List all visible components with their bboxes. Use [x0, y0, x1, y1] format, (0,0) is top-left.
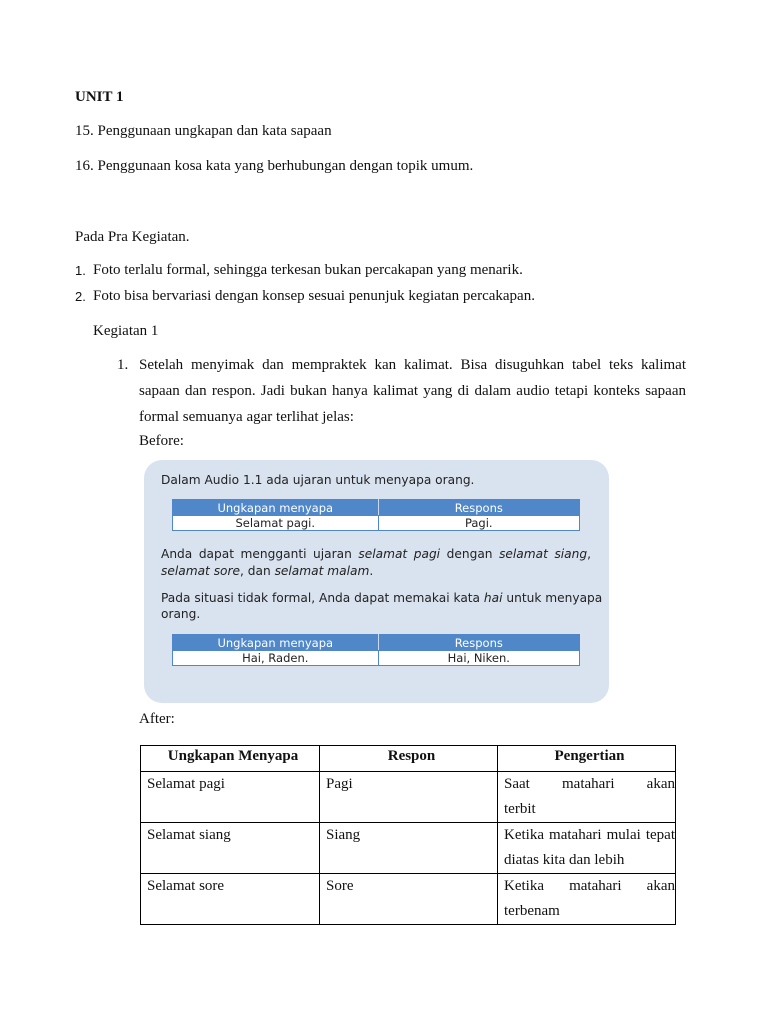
table-cell: Selamat pagi.	[173, 516, 379, 531]
table-cell	[498, 874, 676, 925]
list-number: 1.	[75, 263, 86, 278]
unit-title: UNIT 1	[75, 89, 124, 105]
table-cell: Selamat siang	[141, 823, 320, 874]
table-header: Ungkapan Menyapa	[141, 746, 320, 772]
list-item-text: Foto terlalu formal, sehingga terkesan bukan percakapan yang menarik.	[93, 262, 523, 278]
before-para2-line1: Anda dapat mengganti ujaran selamat pagi dengan selamat siang,	[161, 547, 591, 561]
table-cell	[498, 823, 676, 874]
before-table-1	[172, 499, 580, 531]
list-item	[75, 288, 535, 306]
table-cell: Hai, Raden.	[173, 651, 379, 666]
table-row	[141, 823, 676, 874]
pra-kegiatan-heading: Pada Pra Kegiatan.	[75, 229, 190, 245]
kegiatan-item-text: Setelah menyimak dan mempraktek kan kalimat. Bisa disuguhkan tabel teks kalimat sapaan dan respon. Jadi bukan hanya kalimat yang di dalam audio tetapi konteks sapaan formal semuanya agar terlihat jelas:	[139, 357, 686, 425]
after-label: After:	[139, 711, 175, 727]
definition-line: Ketika matahari mulai tepat	[504, 827, 675, 843]
before-para3-line2: orang.	[161, 607, 201, 621]
before-para3-line1: Pada situasi tidak formal, Anda dapat memakai kata hai untuk menyapa	[161, 591, 603, 605]
table-header: Ungkapan menyapa	[173, 635, 379, 651]
list-item-text: Foto bisa bervariasi dengan konsep sesuai penunjuk kegiatan percakapan.	[93, 288, 535, 304]
definition-line: terbit	[504, 801, 536, 817]
definition-line: terbenam	[504, 903, 560, 919]
after-table	[140, 745, 676, 925]
list-number: 2.	[75, 289, 86, 304]
table-cell: Selamat pagi	[141, 772, 320, 823]
before-para2-line2: selamat sore, dan selamat malam.	[161, 564, 374, 578]
table-cell	[498, 772, 676, 823]
list-item	[75, 262, 523, 280]
kegiatan-item-number: 1.	[117, 357, 129, 373]
table-header: Respons	[378, 635, 579, 651]
table-cell: Hai, Niken.	[378, 651, 579, 666]
table-cell: Selamat sore	[141, 874, 320, 925]
table-cell: Sore	[320, 874, 498, 925]
table-header: Pengertian	[498, 746, 676, 772]
before-label: Before:	[139, 433, 184, 449]
definition-line: Saat matahari akan	[504, 776, 675, 792]
table-cell: Pagi	[320, 772, 498, 823]
table-header: Respons	[378, 500, 579, 516]
table-cell: Pagi.	[378, 516, 579, 531]
before-image-box	[144, 460, 609, 703]
table-header: Ungkapan menyapa	[173, 500, 379, 516]
intro-line-15: 15. Penggunaan ungkapan dan kata sapaan	[75, 123, 332, 139]
definition-line: Ketika matahari akan	[504, 878, 675, 894]
kegiatan-heading: Kegiatan 1	[93, 323, 159, 339]
table-row	[141, 772, 676, 823]
intro-line-16: 16. Penggunaan kosa kata yang berhubungan dengan topik umum.	[75, 158, 474, 174]
before-table-2	[172, 634, 580, 666]
table-row	[141, 874, 676, 925]
table-header: Respon	[320, 746, 498, 772]
definition-line: diatas kita dan lebih	[504, 852, 625, 868]
before-intro-line: Dalam Audio 1.1 ada ujaran untuk menyapa orang.	[161, 473, 475, 487]
table-cell: Siang	[320, 823, 498, 874]
